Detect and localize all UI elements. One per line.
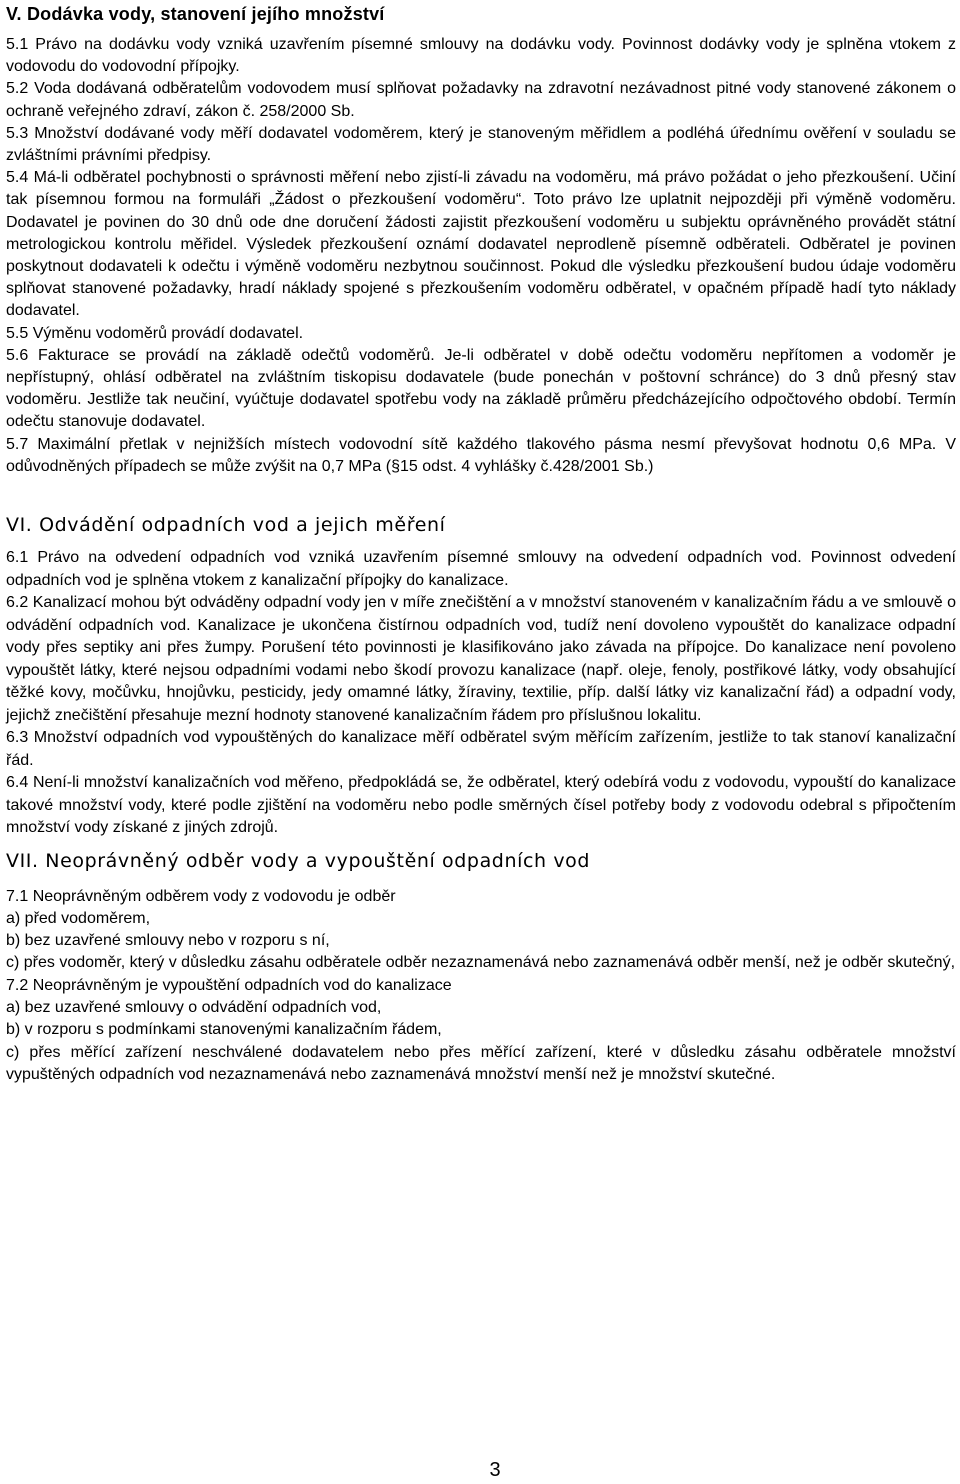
- section-7-body: [6, 886, 956, 1087]
- section-7-heading: VII. Neoprávněný odběr vody a vypouštění odpadních vod: [6, 849, 591, 872]
- list-item-7-2-b: b) v rozporu s podmínkami stanovenými kanalizačním řádem,: [6, 1021, 442, 1039]
- document-page: [6, 0, 956, 1086]
- paragraph-5-5: 5.5 Výměnu vodoměrů provádí dodavatel.: [6, 324, 304, 342]
- paragraph-5-7: 5.7 Maximální přetlak v nejnižších místech vodovodní sítě každého tlakového pásma nesmí převyšovat hodnotu 0,6 MPa. V odůvodněných případech se může zvýšit na 0,7 MPa (§15 odst. 4 vyhlášky č.428/2001 Sb.): [6, 435, 956, 475]
- paragraph-6-2: 6.2 Kanalizací mohou být odváděny odpadní vody jen v míře znečištění a v množství stanoveném v kanalizačním řádu a ve smlouvě o odvádění odpadních vod. Kanalizace je ukončena čistírnou odpadních vod, tudíž není dovoleno vypouštět do kanalizace odpadní vody přes septiky ani přes žumpy. Porušení této povinnosti je klasifikováno jako závada na přípojce. Do kanalizace není povoleno vypouštět látky, které nejsou odpadními vodami nebo škodí provozu kanalizace (např. oleje, fenoly, postřikové látky, vody obsahující těžké kovy, močůvku, hnojůvku, pesticidy, jedy omamné látky, žíraviny, textilie, příp. další látky viz kanalizační řád) a odpadní vody, jejichž znečištění přesahuje mezní hodnoty stanovené kanalizačním řádem pro příslušnou lokalitu.: [6, 594, 956, 724]
- list-item-7-1-b: b) bez uzavřené smlouvy nebo v rozporu s ní,: [6, 932, 330, 950]
- paragraph-7-2: 7.2 Neoprávněným je vypouštění odpadních vod do kanalizace: [6, 976, 452, 994]
- section-6-heading: VI. Odvádění odpadních vod a jejich měření: [6, 514, 446, 537]
- section-5-heading: V. Dodávka vody, stanovení jejího množství: [6, 4, 385, 24]
- paragraph-5-4: 5.4 Má-li odběratel pochybnosti o správnosti měření nebo zjistí-li závadu na vodoměru, má právo požádat o jeho přezkoušení. Učiní tak písemnou formou na formuláři „Žádost o přezkoušení vodoměru“. Toto právo lze uplatnit nejpozději při výměně vodoměru. Dodavatel je povinen do 30 dnů ode dne doručení žádosti zajistit přezkoušení vodoměru u subjektu oprávněného provádět státní metrologickou kontrolu měřidel. Výsledek přezkoušení oznámí dodavatel neprodleně písemně odběrateli. Odběratel je povinen poskytnout dodavateli k odečtu i výměně vodoměru nezbytnou součinnost. Pokud dle výsledku přezkoušení budou údaje vodoměru splňovat stanovené požadavky, hradí náklady spojené s přezkoušením vodoměru odběratel, v opačném případě hadí tyto náklady dodavatel.: [6, 169, 956, 320]
- paragraph-5-1: 5.1 Právo na dodávku vody vzniká uzavřením písemné smlouvy na dodávku vody. Povinnost dodávky vody je splněna vtokem z vodovodu do vodovodní přípojky.: [6, 36, 956, 76]
- list-item-7-1-c: c) přes vodoměr, který v důsledku zásahu odběratele odběr nezaznamenává nebo zaznamenává odběr menší, než je odběr skutečný,: [6, 954, 956, 972]
- paragraph-5-3: 5.3 Množství dodávané vody měří dodavatel vodoměrem, který je stanoveným měřidlem a podléhá úřednímu ověření v souladu se zvláštními právními předpisy.: [6, 124, 956, 165]
- paragraph-5-2: 5.2 Voda dodávaná odběratelům vodovodem musí splňovat požadavky na zdravotní nezávadnost pitné vody stanovené zákonem o ochraně veřejného zdraví, zákon č. 258/2000 Sb.: [6, 80, 956, 120]
- list-item-7-2-c: c) přes měřící zařízení neschválené dodavatelem nebo přes měřící zařízení, které v důsledku zásahu odběratele množství vypuštěných odpadních vod nezaznamenává nebo zaznamenává množství menší než je množství skutečné.: [6, 1043, 956, 1083]
- paragraph-7-1: 7.1 Neoprávněným odběrem vody z vodovodu je odběr: [6, 887, 396, 905]
- paragraph-6-1: 6.1 Právo na odvedení odpadních vod vzniká uzavřením písemné smlouvy na odvedení odpadních vod. Povinnost odvedení odpadních vod je splněna vtokem z kanalizační přípojky do kanalizace.: [6, 549, 956, 589]
- section-6-body: [6, 547, 956, 840]
- paragraph-6-4: 6.4 Není-li množství kanalizačních vod měřeno, předpokládá se, že odběratel, který odebírá vodu z vodovodu, vypouští do kanalizace takové množství vody, které podle zjištění na vodoměru nebo podle směrných čísel potřeby body z vodovodu odebral s připočtením množství vody získané z jiných zdrojů.: [6, 774, 956, 837]
- list-item-7-2-a: a) bez uzavřené smlouvy o odvádění odpadních vod,: [6, 999, 382, 1017]
- section-5-body: [6, 34, 956, 478]
- list-item-7-1-a: a) před vodoměrem,: [6, 909, 151, 927]
- page-number: 3: [489, 1459, 501, 1481]
- paragraph-5-6: 5.6 Fakturace se provádí na základě odečtů vodoměrů. Je-li odběratel v době odečtu vodoměru nepřítomen a vodoměr je nepřístupný, ohlásí odběratel na zvláštním tiskopisu dodavatele (bude ponechán v poštovní schránce) do 3 dnů přesný stav vodoměru. Jestliže tak neučiní, vyúčtuje dodavatel spotřebu vody na základě průměru předcházejícího odpočtového období. Termín odečtu stanovuje dodavatel.: [6, 346, 956, 431]
- paragraph-6-3: 6.3 Množství odpadních vod vypouštěných do kanalizace měří odběratel svým měřícím zařízením, jestliže to tak stanoví kanalizační řád.: [6, 729, 956, 769]
